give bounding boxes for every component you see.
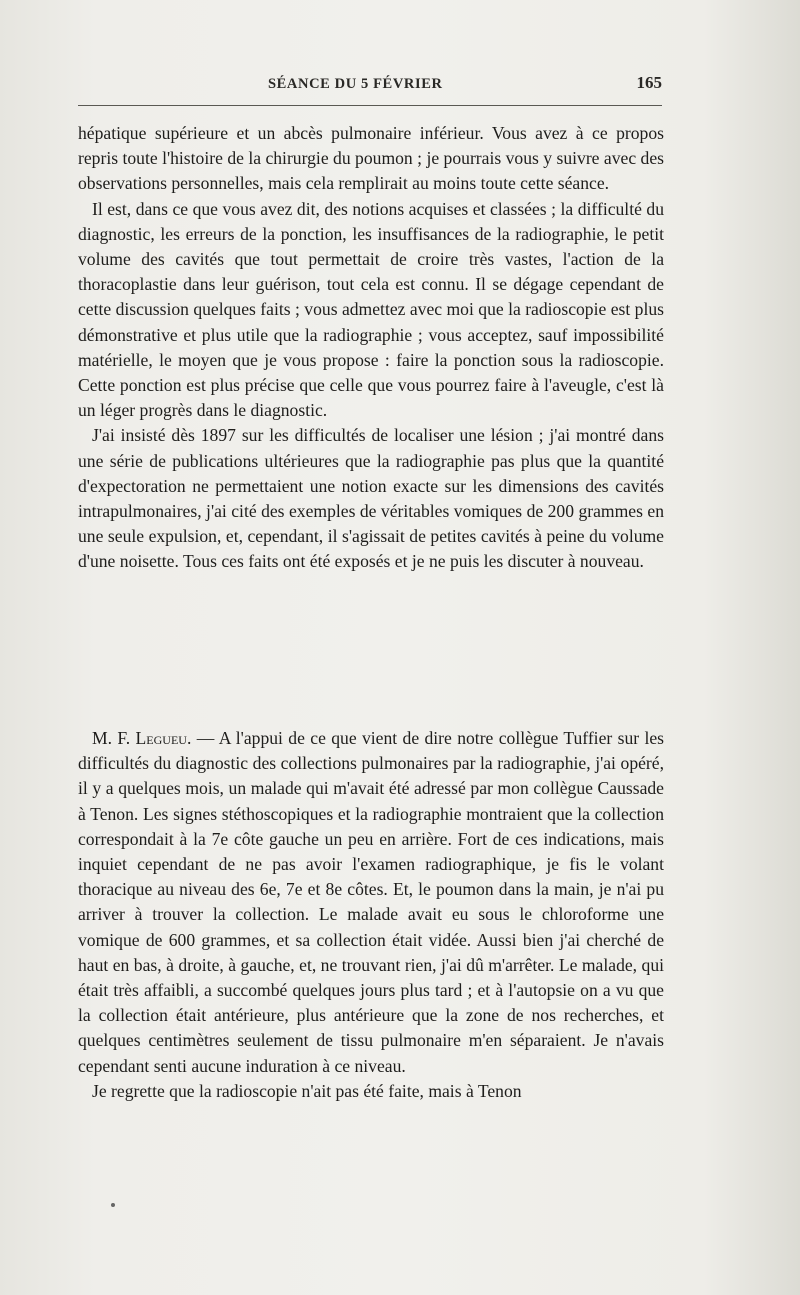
main-text-first-section <box>78 121 664 575</box>
header-rule <box>78 105 662 106</box>
paragraph-1: hépatique supérieure et un abcès pulmonaire inférieur. Vous avez à ce propos repris toute l'histoire de la chirurgie du poumon ; je pourrais vous y suivre avec des observations personnelles, mais cela remplirait au moins toute cette séance. <box>78 123 664 194</box>
final-line: Je regrette que la radioscopie n'ait pas été faite, mais à Tenon <box>92 1080 522 1101</box>
main-text-second-section <box>78 726 664 1104</box>
speaker-name: Legueu. <box>135 728 192 748</box>
paragraph-2: Il est, dans ce que vous avez dit, des notions acquises et classées ; la difficulté du diagnostic, les erreurs de la ponction, les insuffisances de la radiographie, le petit volume des cavités que tout permettait de croire très vastes, l'action de la thoracoplastie dans leur guérison, tout cela est connu. Il se dégage cependant de cette discussion quelques faits ; vous admettez avec moi que la radioscopie est plus démonstrative et plus utile que la radiographie ; vous acceptez, sauf impossibilité matérielle, le moyen que je vous propose : faire la ponction sous la radioscopie. Cette ponction est plus précise que celle que vous pourrez faire à l'aveugle, c'est là un léger progrès dans le diagnostic. <box>78 198 664 421</box>
ink-spot <box>111 1203 115 1207</box>
page-header <box>78 70 662 110</box>
paragraph-3: J'ai insisté dès 1897 sur les difficultés de localiser une lésion ; j'ai montré dans une série de publications ultérieures que la radiographie pas plus que la quantité d'expectoration ne permettaient une notion exacte sur les dimensions des cavités intrapulmonaires, j'ai cité des exemples de véritables vomiques de 200 grammes en une seule expulsion, et, cependant, il s'agissait de petites cavités à peine du volume d'une noisette. Tous ces faits ont été exposés et je ne puis les discuter à nouveau. <box>78 425 664 572</box>
running-head: SÉANCE DU 5 FÉVRIER <box>268 76 443 92</box>
page-number: 165 <box>636 73 662 92</box>
speaker-paragraph <box>78 726 664 1079</box>
speaker-text: — A l'appui de ce que vient de dire notre collègue Tuffier sur les difficultés du diagnostic des collections pulmonaires par la radiographie, j'ai opéré, il y a quelques mois, un malade qui m'avait été adressé par mon collègue Caussade à Tenon. Les signes stéthoscopiques et la radiographie montraient que la collection correspondait à la 7e côte gauche un peu en arrière. Fort de ces indications, mais inquiet cependant de ne pas avoir l'examen radiographique, je fis le volant thoracique au niveau des 6e, 7e et 8e côtes. Et, le poumon dans la main, je n'ai pu arriver à trouver la collection. Le malade avait eu sous le chloroforme une vomique de 600 grammes, et sa collection était vidée. Aussi bien j'ai cherché de haut en bas, à droite, à gauche, et, ne trouvant rien, j'ai dû m'arrêter. Le malade, qui était très affaibli, a succombé quelques jours plus tard ; et à l'autopsie on a vu que la collection était antérieure, plus antérieure que la zone de nos recherches, et quelques centimètres seulement de tissu pulmonaire m'en séparaient. Je n'avais cependant senti aucune induration à ce niveau. <box>78 728 664 1076</box>
speaker-prefix: M. F. <box>92 728 136 748</box>
